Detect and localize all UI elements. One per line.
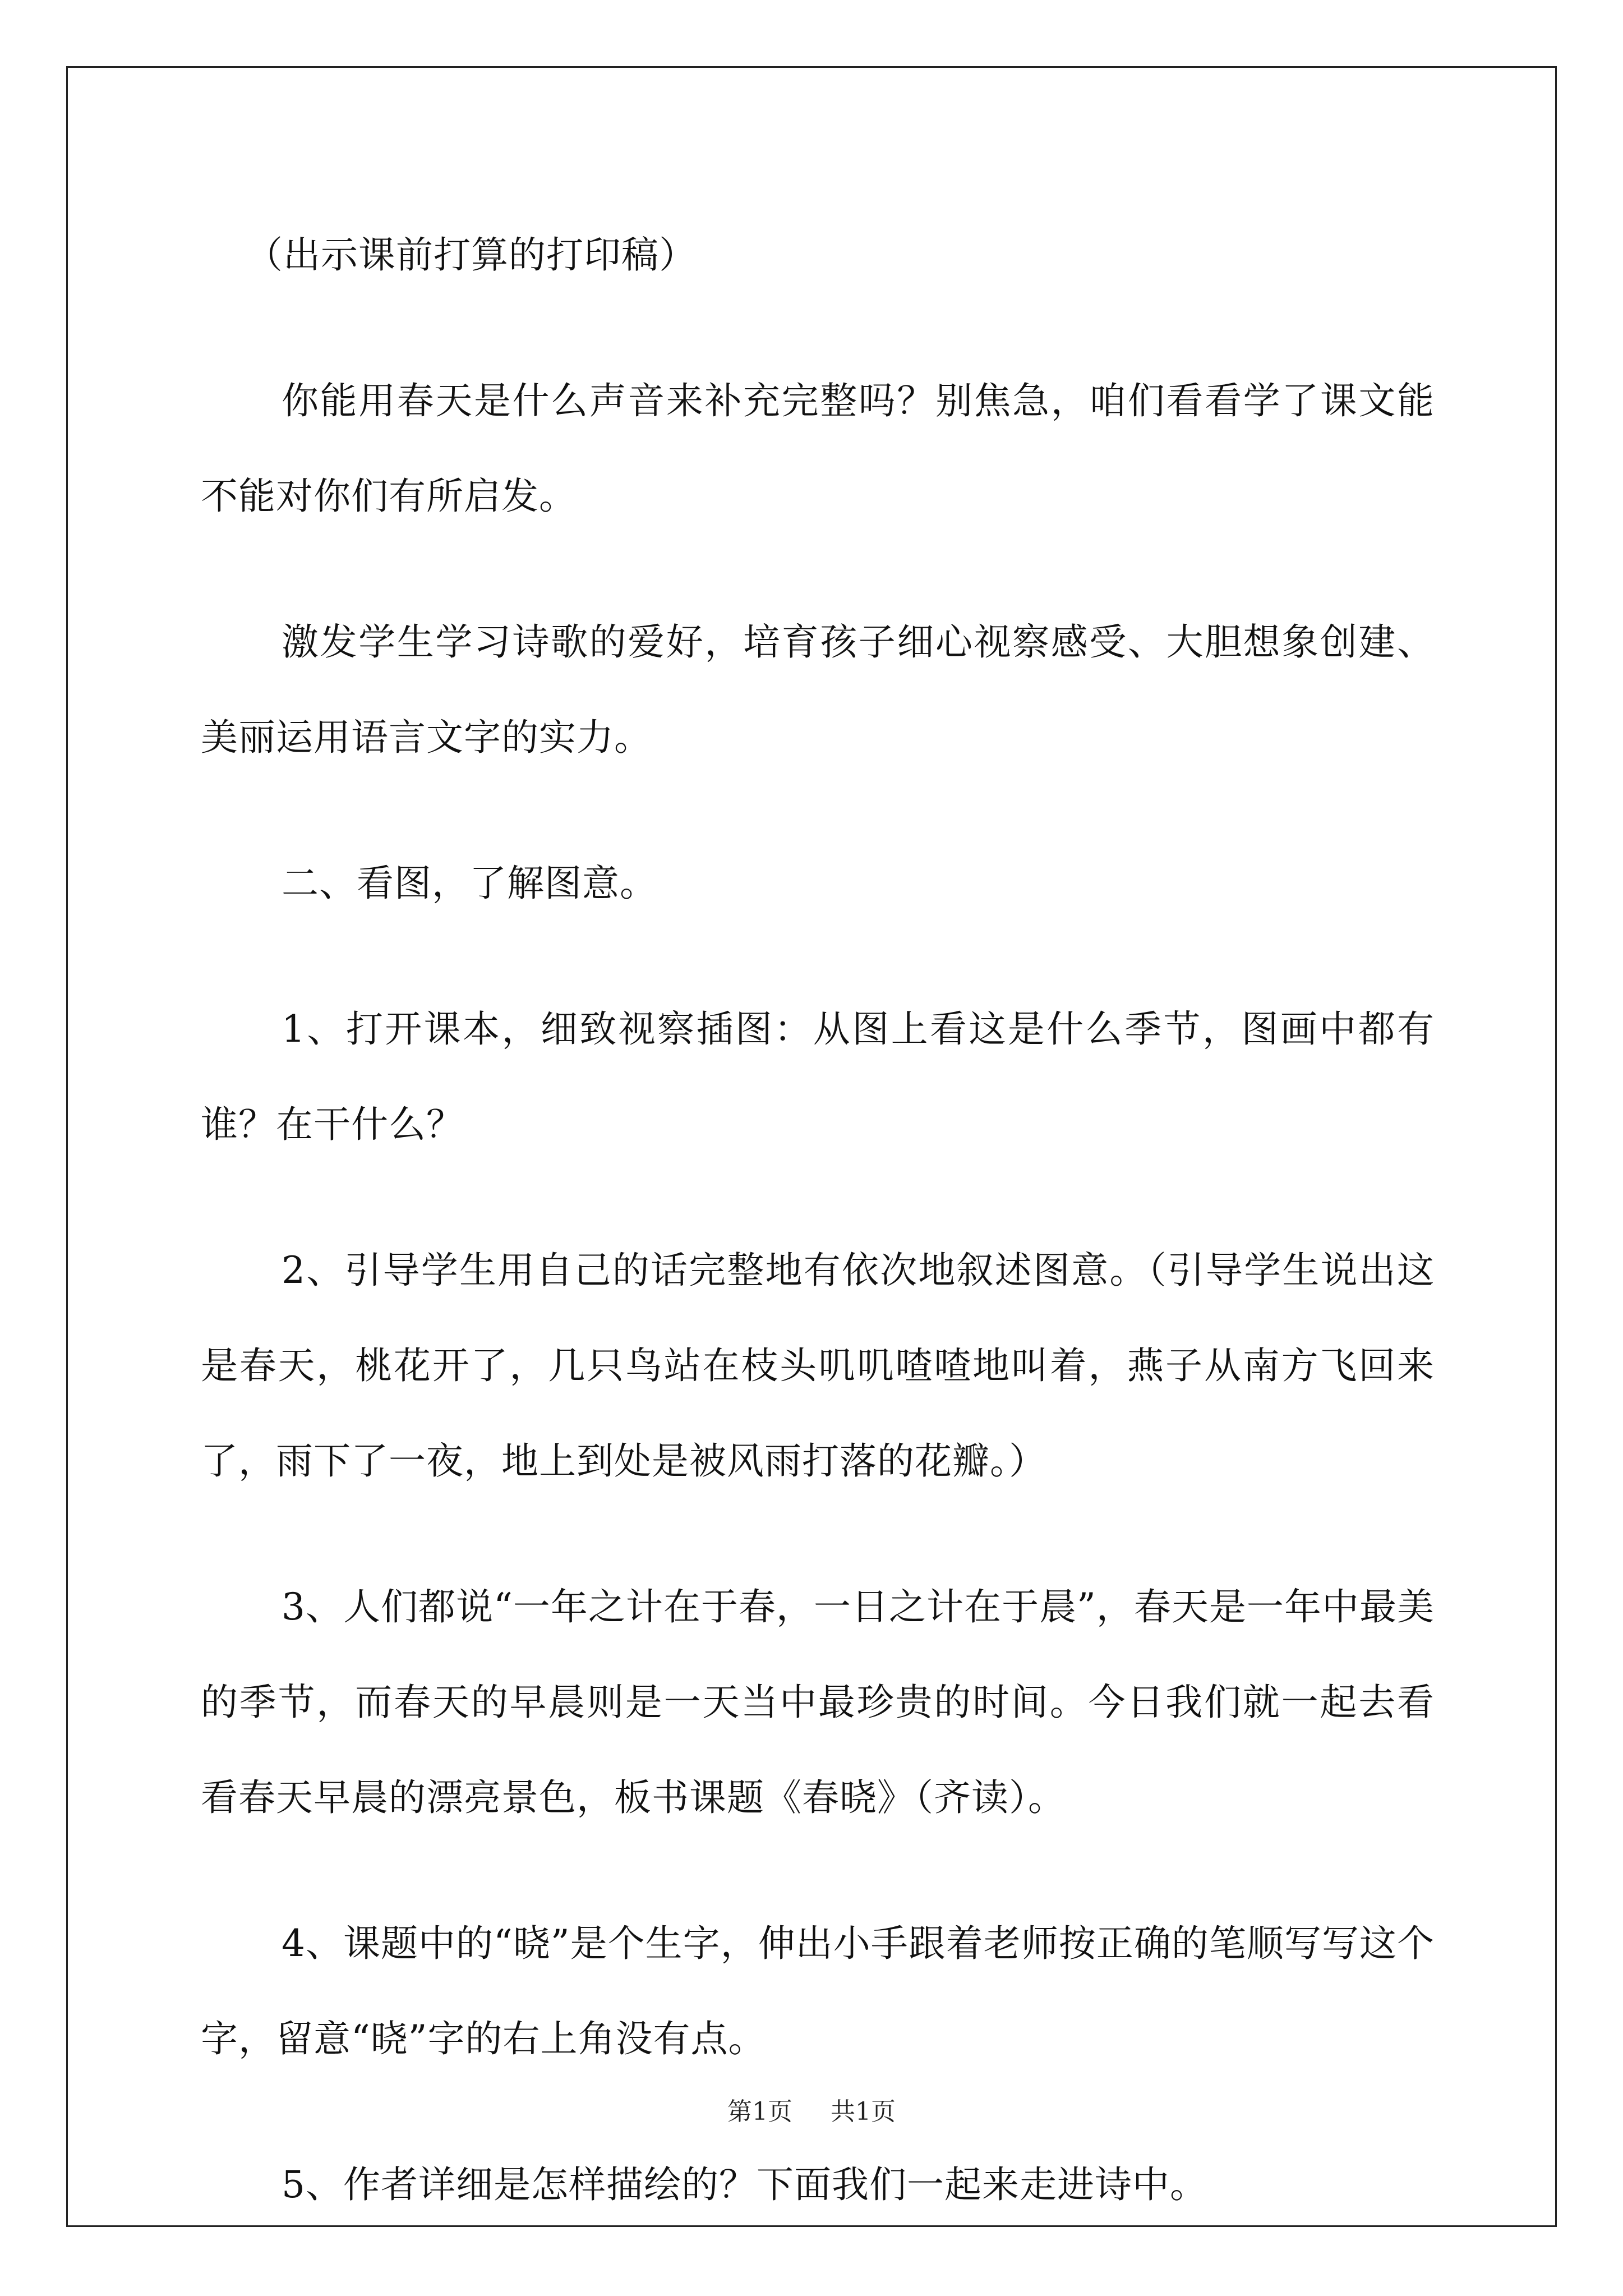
page-total: 共1页 <box>831 2097 896 2126</box>
document-body <box>201 208 1435 2283</box>
paragraph-7: 3、人们都说“一年之计在于春，一日之计在于晨”，春天是一年中最美的季节，而春天的早晨则是一天当中最珍贵的时间。今日我们就一起去看看春天早晨的漂亮景色，板书课题《春晓》（齐读）。 <box>201 1585 1435 1819</box>
paragraph-9: 5、作者详细是怎样描绘的？下面我们一起来走进诗中。 <box>282 2163 1207 2206</box>
paragraph-3: 激发学生学习诗歌的爱好，培育孩子细心视察感受、大胆想象创建、美丽运用语言文字的实力。 <box>201 620 1435 759</box>
paragraph-6: 2、引导学生用自己的话完整地有依次地叙述图意。（引导学生说出这是春天，桃花开了，几只鸟站在枝头叽叽喳喳地叫着，燕子从南方飞回来了，雨下了一夜，地上到处是被风雨打落的花瓣。） <box>201 1249 1435 1483</box>
page-footer <box>0 2091 1623 2127</box>
paragraph-8: 4、课题中的“晓”是个生字，伸出小手跟着老师按正确的笔顺写写这个字，留意“晓”字的右上角没有点。 <box>201 1922 1435 2060</box>
paragraph-2: 你能用春天是什么声音来补充完整吗？别焦急，咱们看看学了课文能不能对你们有所启发。 <box>201 379 1435 518</box>
paragraph-1: （出示课前打算的打印稿） <box>246 233 697 277</box>
page-number: 第1页 <box>727 2097 792 2126</box>
paragraph-5: 1、打开课本，细致视察插图：从图上看这是什么季节，图画中都有谁？在干什么？ <box>201 1007 1435 1146</box>
paragraph-4: 二、看图，了解图意。 <box>282 862 657 905</box>
